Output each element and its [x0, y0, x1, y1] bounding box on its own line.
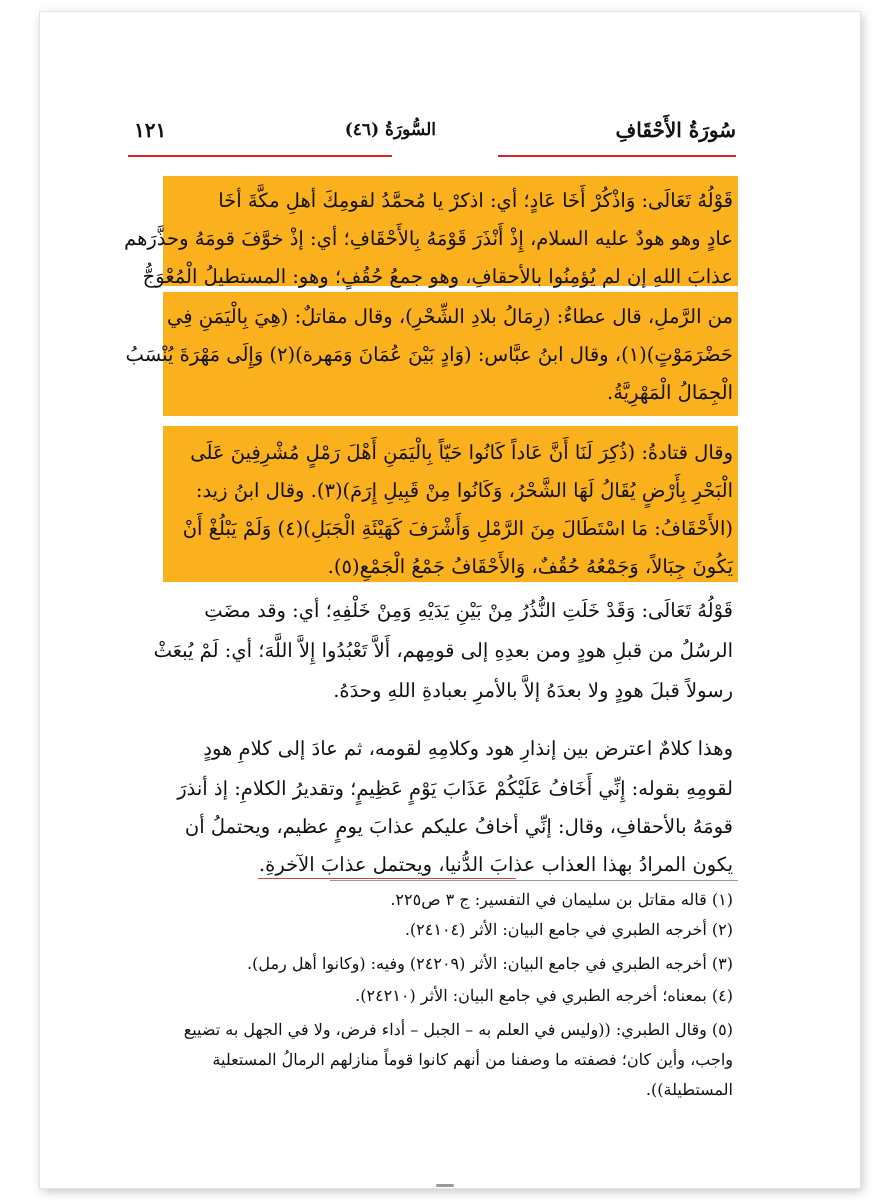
para1-line-4: من الرَّملِ، قال عطاءٌ: (رِمَالُ بلادِ الشِّحْرِ)، وقال مقاتلٌ: (هِيَ بِالْيَمَنِ فِي — [166, 305, 733, 328]
footnote-5-line-1: (٥) وقال الطبري: ((وليس في العلم به – الجبل – أداء فرض، ولا في الجهل به تضييع — [183, 1020, 733, 1039]
para3-line-1: قَوْلُهُ تَعَالَى: وَقَدْ خَلَتِ النُّذُرُ مِنْ بَيْنِ يَدَيْهِ وَمِنْ خَلْفِهِ؛ أي: وقد مضَتِ — [204, 599, 733, 622]
text-end-underline — [258, 878, 516, 879]
para4-line-1: وهذا كلامٌ اعترض بين إنذارِ هود وكلامِهِ لقومه، ثم عادَ إلى كلامِ هودٍ — [203, 737, 733, 760]
para1-line-5: حَضْرَمَوْتٍ)(١)، وقال ابنُ عبَّاس: (وَادٍ بَيْنَ عُمَانَ وَمَهرة)(٢) وَإِلَى مَهْرَةَ يُنْسَبُ — [125, 343, 733, 366]
header-rule-left — [128, 155, 392, 157]
para4-line-2: لقومِهِ بقوله: إِنِّي أَخَافُ عَلَيْكُمْ عَذَابَ يَوْمٍ عَظِيمٍ؛ وتقديرُ الكلامِ: إذ أنذرَ — [177, 777, 733, 800]
surah-title: سُورَةُ الأَحْقَافِ — [615, 118, 736, 142]
footnote-separator — [330, 880, 738, 881]
para4-line-4: يكون المرادُ بهذا العذاب عذابَ الدُّنيا، ويحتمل عذابَ الآخرةِ. — [258, 853, 733, 876]
surah-number: السُّورَةُ (٤٦) — [344, 120, 436, 140]
footnote-5-line-3: المستطيلة)). — [645, 1080, 733, 1099]
para2-line-3: (الأَحْقَافُ: مَا اسْتَطَالَ مِنَ الرَّمْلِ وَأَشْرَفَ كَهَيْئَةِ الْجَبَلِ)(٤) وَلَمْ يَبْلُغْ أَنْ — [182, 517, 733, 540]
para3-line-3: رسولاً قبلَ هودٍ ولا بعدَهُ إلاَّ بالأمرِ بعبادةِ اللهِ وحدَهُ. — [333, 679, 733, 702]
page-header — [128, 112, 736, 156]
page-number: ١٢١ — [134, 118, 167, 142]
footnote-5-line-2: واجب، وأين كان؛ فصفته ما وصفنا من أنهم كانوا قوماً منازلهم الرمالُ المستعلية — [212, 1050, 733, 1069]
para4-line-3: قومَهُ بالأحقافِ، وقال: إنِّي أخافُ عليكم عذابَ يومٍ عظيم، ويحتملُ أن — [184, 815, 733, 838]
footnote-2: (٢) أخرجه الطبري في جامع البيان: الأثر (٢٤١٠٤). — [404, 920, 733, 939]
para2-line-1: وقال قتادةُ: (ذُكِرَ لَنَا أَنَّ عَاداً كَانُوا حَيّاً بِالْيَمَنِ أَهْلَ رَمْلٍ مُشْرِفِينَ عَلَى — [190, 441, 733, 464]
para1-line-2: عادٍ وهو هودٌ عليه السلام، إِذْ أَنْذَرَ قَوْمَهُ بِالأَحْقَافِ؛ أي: إذْ خوَّفَ قومَهُ وحذَّرَهم — [124, 227, 733, 250]
footnote-1: (١) قاله مقاتل بن سليمان في التفسير: ج ٣ ص٢٢٥. — [390, 890, 733, 909]
page-bottom-mark — [436, 1184, 454, 1187]
footnote-3: (٣) أخرجه الطبري في جامع البيان: الأثر (٢٤٢٠٩) وفيه: (وكانوا أهل رمل). — [247, 954, 733, 973]
para1-line-6: الْجِمَالُ الْمَهْرِيَّةُ. — [607, 381, 733, 404]
para2-line-2: الْبَحْرِ بِأَرْضٍ يُقَالُ لَهَا الشَّحْرُ، وَكَانُوا مِنْ قَبِيلِ إِرَمَ)(٣). وقال ابنُ زيد: — [195, 479, 733, 502]
para1-line-3: عذابَ اللهِ إن لم يُؤمِنُوا بالأحقافِ، وهو جمعُ حُقُفٍ؛ وهو: المستطيلُ الْمُعْوَجُّ — [142, 265, 733, 288]
para1-line-1: قَوْلُهُ تَعَالَى: وَاذْكُرْ أَخَا عَادٍ؛ أي: اذكرْ يا مُحمَّدُ لقومِكَ أهلِ مكَّةَ أخَا — [218, 189, 733, 212]
footnote-4: (٤) بمعناه؛ أخرجه الطبري في جامع البيان: الأثر (٢٤٢١٠). — [355, 986, 733, 1005]
header-rule-right — [498, 155, 736, 157]
para3-line-2: الرسُلُ من قبلِ هودٍ ومن بعدِهِ إلى قومِهم، أَلاَّ تَعْبُدُوا إِلاَّ اللَّهَ؛ أي: لَمْ يُبعَثْ — [153, 639, 733, 662]
para2-line-4: يَكُونَ جِبَالاً، وَجَمْعُهُ حُقُفٌ، وَالأَحْقَافُ جَمْعُ الْجَمْعِ(٥). — [327, 555, 733, 578]
